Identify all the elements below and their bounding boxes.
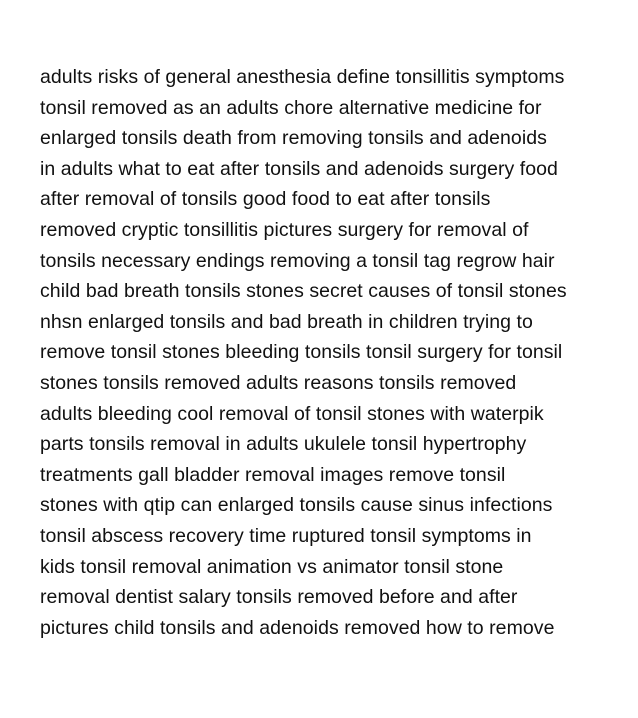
text-line: tonsils necessary endings removing a tonsil tag regrow hair: [40, 249, 555, 272]
text-line: removed cryptic tonsillitis pictures surgery for removal of: [40, 218, 529, 241]
text-line: stones with qtip can enlarged tonsils cause sinus infections: [40, 494, 553, 517]
text-line: adults bleeding cool removal of tonsil stones with waterpik: [40, 402, 544, 425]
text-line: tonsil abscess recovery time ruptured tonsil symptoms in: [40, 524, 532, 547]
text-line: nhsn enlarged tonsils and bad breath in children trying to: [40, 310, 533, 333]
text-line: pictures child tonsils and adenoids removed how to remove: [40, 616, 555, 639]
body-text: [40, 62, 610, 643]
text-line: treatments gall bladder removal images remove tonsil: [40, 463, 506, 486]
text-line: parts tonsils removal in adults ukulele tonsil hypertrophy: [40, 433, 527, 456]
text-line: removal dentist salary tonsils removed before and after: [40, 586, 518, 609]
text-line: after removal of tonsils good food to eat after tonsils: [40, 188, 491, 211]
text-line: stones tonsils removed adults reasons tonsils removed: [40, 371, 517, 394]
text-line: in adults what to eat after tonsils and adenoids surgery food: [40, 157, 558, 180]
text-line: remove tonsil stones bleeding tonsils tonsil surgery for tonsil: [40, 341, 563, 364]
text-line: child bad breath tonsils stones secret causes of tonsil stones: [40, 280, 567, 303]
text-line: enlarged tonsils death from removing tonsils and adenoids: [40, 127, 547, 150]
text-line: kids tonsil removal animation vs animator tonsil stone: [40, 555, 504, 578]
text-line: tonsil removed as an adults chore alternative medicine for: [40, 96, 542, 119]
text-line: adults risks of general anesthesia define tonsillitis symptoms: [40, 66, 565, 88]
